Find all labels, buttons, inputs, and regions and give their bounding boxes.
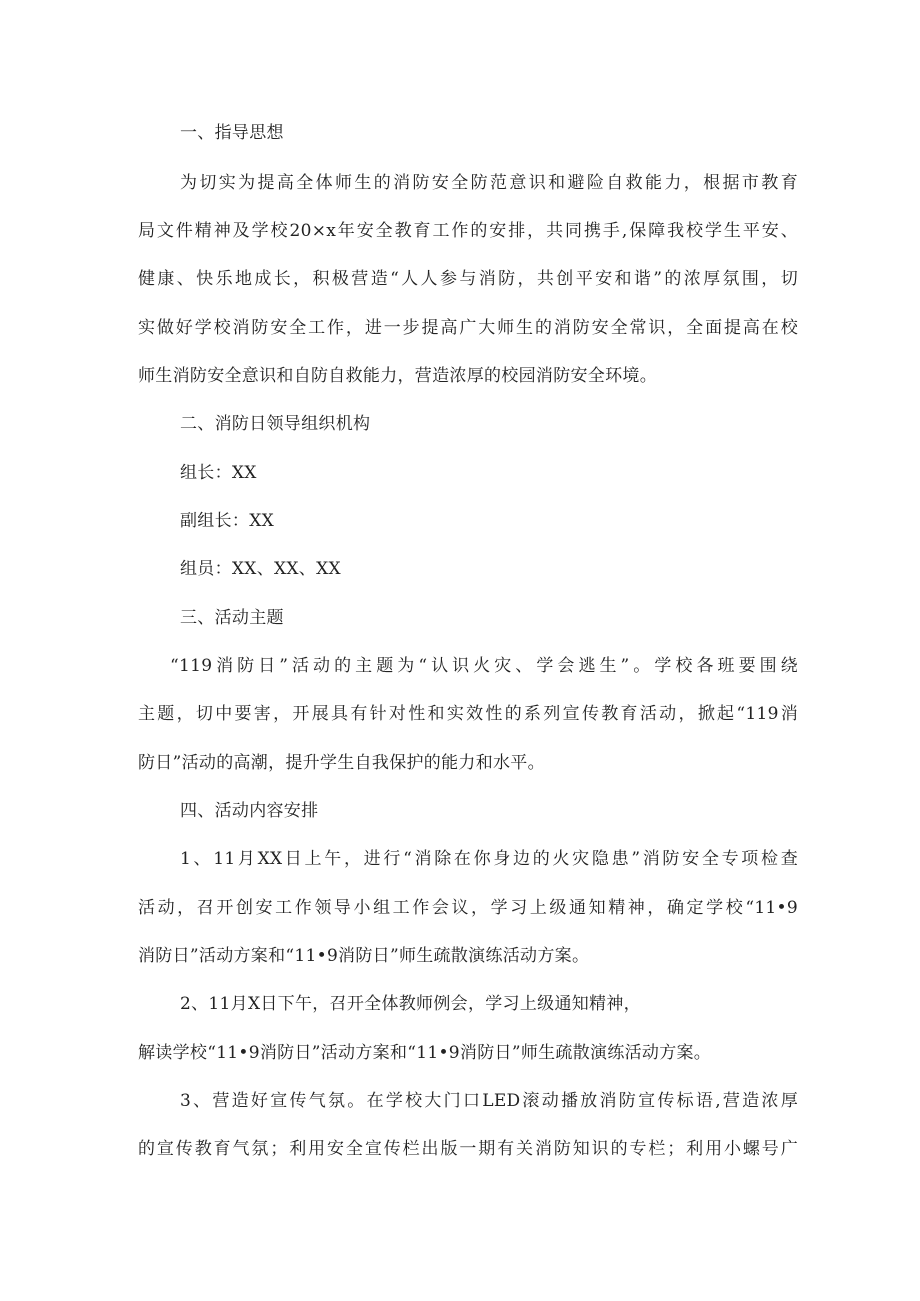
section-1-para-line-5: 师生消防安全意识和自防自救能力，营造浓厚的校园消防安全环境。 [138, 366, 657, 386]
section-2-heading: 二、消防日领导组织机构 [180, 414, 371, 434]
item-1-line-3: 消防日”活动方案和“11•9消防日”师生疏散演练活动方案。 [138, 946, 590, 966]
item-1-line-2: 活动，召开创安工作领导小组工作会议，学习上级通知精神，确定学校“11•9 [138, 898, 798, 918]
group-members: 组员：XX、XX、XX [180, 559, 341, 579]
group-leader: 组长：XX [180, 463, 257, 483]
section-1-para-line-2: 局文件精神及学校20×x年安全教育工作的安排，共同携手,保障我校学生平安、 [138, 221, 798, 241]
section-3-para-line-2: 主题，切中要害，开展具有针对性和实效性的系列宣传教育活动，掀起“119消 [138, 704, 798, 724]
item-3-line-1: 3、营造好宣传气氛。在学校大门口LED滚动播放消防宣传标语,营造浓厚 [180, 1091, 798, 1111]
section-1-para-line-1: 为切实为提高全体师生的消防安全防范意识和避险自救能力，根据市教育 [180, 173, 798, 193]
item-1-line-1: 1、11月XX日上午，进行“消除在你身边的火灾隐患”消防安全专项检查 [180, 849, 798, 869]
section-3-para-line-1: “119消防日”活动的主题为“认识火灾、学会逃生”。学校各班要围绕 [170, 656, 798, 676]
section-1-para-line-4: 实做好学校消防安全工作，进一步提高广大师生的消防安全常识，全面提高在校 [138, 318, 798, 338]
section-4-heading: 四、活动内容安排 [180, 801, 319, 821]
group-deputy: 副组长：XX [180, 511, 275, 531]
section-3-heading: 三、活动主题 [180, 608, 284, 628]
section-1-heading: 一、指导思想 [180, 123, 284, 143]
section-1-para-line-3: 健康、快乐地成长，积极营造“人人参与消防，共创平安和谐”的浓厚氛围，切 [138, 269, 798, 289]
item-3-line-2: 的宣传教育气氛；利用安全宣传栏出版一期有关消防知识的专栏；利用小螺号广 [138, 1139, 798, 1159]
item-2-line-2: 解读学校“11•9消防日”活动方案和“11•9消防日”师生疏散演练活动方案。 [138, 1043, 712, 1063]
item-2-line-1: 2、11月X日下午，召开全体教师例会，学习上级通知精神， [180, 994, 641, 1014]
section-3-para-line-3: 防日”活动的高潮，提升学生自我保护的能力和水平。 [138, 753, 545, 773]
